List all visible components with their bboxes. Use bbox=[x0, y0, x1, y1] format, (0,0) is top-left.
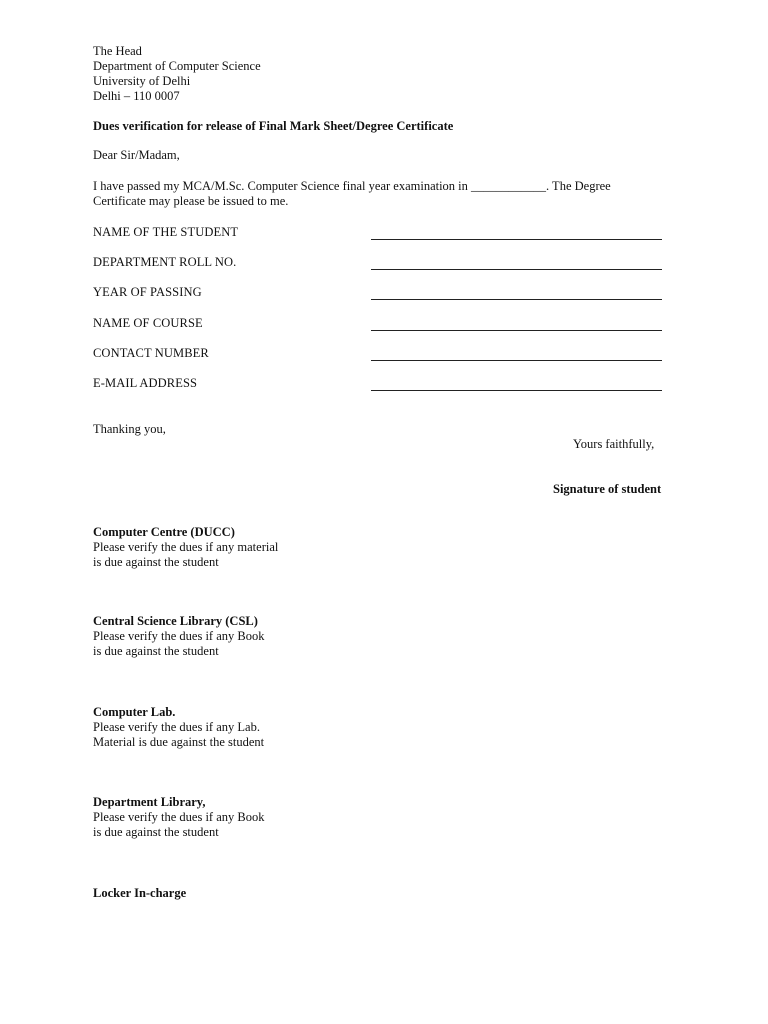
section-text: Material is due against the student bbox=[93, 735, 265, 749]
address-line: Department of Computer Science bbox=[93, 59, 261, 73]
section-title: Locker In-charge bbox=[93, 886, 187, 900]
section-title: Department Library, bbox=[93, 795, 206, 809]
section-text: is due against the student bbox=[93, 555, 219, 569]
section-text: Please verify the dues if any Book bbox=[93, 629, 265, 643]
field-blank-line[interactable] bbox=[371, 390, 662, 391]
address-line: University of Delhi bbox=[93, 74, 191, 88]
section-locker-in-charge bbox=[93, 886, 513, 901]
field-course-name bbox=[93, 316, 663, 332]
field-year-of-passing bbox=[93, 285, 663, 301]
field-roll-no bbox=[93, 255, 663, 271]
field-label: DEPARTMENT ROLL NO. bbox=[93, 255, 237, 269]
field-student-name bbox=[93, 225, 663, 241]
field-blank-line[interactable] bbox=[371, 360, 662, 361]
section-central-science-library bbox=[93, 614, 513, 659]
section-title: Central Science Library (CSL) bbox=[93, 614, 258, 628]
section-text: is due against the student bbox=[93, 825, 219, 839]
field-contact-number bbox=[93, 346, 663, 362]
section-text: Please verify the dues if any Book bbox=[93, 810, 265, 824]
closing-thanks: Thanking you, bbox=[93, 422, 166, 436]
section-computer-centre bbox=[93, 525, 513, 570]
field-label: CONTACT NUMBER bbox=[93, 346, 209, 360]
recipient-address bbox=[93, 44, 261, 104]
closing-yours-faithfully: Yours faithfully, bbox=[573, 437, 655, 451]
address-line: Delhi – 110 0007 bbox=[93, 89, 180, 103]
section-text: Please verify the dues if any Lab. bbox=[93, 720, 260, 734]
field-label: YEAR OF PASSING bbox=[93, 285, 202, 299]
section-title: Computer Lab. bbox=[93, 705, 176, 719]
subject-line: Dues verification for release of Final Mark Sheet/Degree Certificate bbox=[93, 119, 454, 133]
field-label: NAME OF COURSE bbox=[93, 316, 203, 330]
address-line: The Head bbox=[93, 44, 142, 58]
signature-label: Signature of student bbox=[553, 482, 662, 496]
field-email-address bbox=[93, 376, 663, 392]
section-text: Please verify the dues if any material bbox=[93, 540, 279, 554]
section-text: is due against the student bbox=[93, 644, 219, 658]
salutation: Dear Sir/Madam, bbox=[93, 148, 180, 162]
field-blank-line[interactable] bbox=[371, 330, 662, 331]
field-blank-line[interactable] bbox=[371, 239, 662, 240]
field-label: NAME OF THE STUDENT bbox=[93, 225, 239, 239]
section-title: Computer Centre (DUCC) bbox=[93, 525, 235, 539]
body-line: I have passed my MCA/M.Sc. Computer Science final year examination in ____________. The Degree bbox=[93, 179, 611, 193]
field-blank-line[interactable] bbox=[371, 299, 662, 300]
body-line: Certificate may please be issued to me. bbox=[93, 194, 289, 208]
field-blank-line[interactable] bbox=[371, 269, 662, 270]
field-label: E-MAIL ADDRESS bbox=[93, 376, 198, 390]
section-computer-lab bbox=[93, 705, 513, 750]
body-paragraph bbox=[93, 179, 683, 209]
section-department-library bbox=[93, 795, 513, 840]
